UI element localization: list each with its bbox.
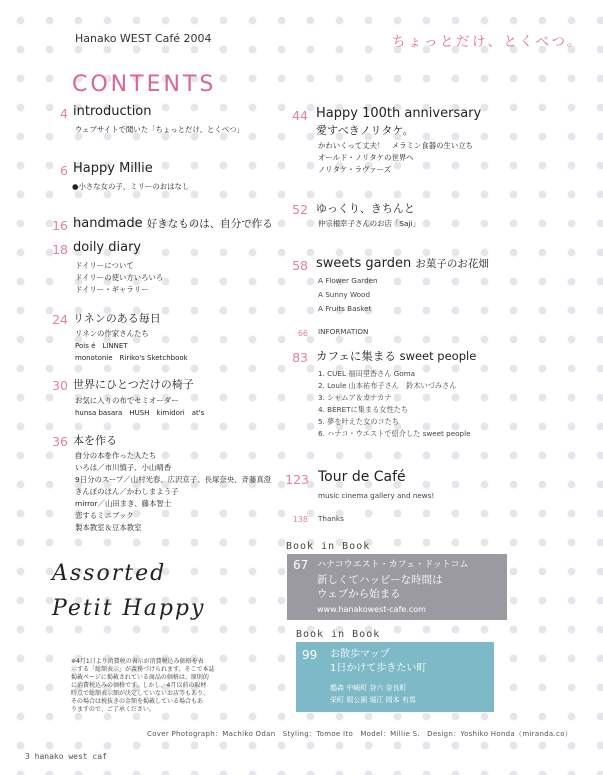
page-footer: 3 hanako west caf — [25, 752, 107, 761]
book-page-number: 67 — [293, 558, 309, 572]
note-line: ※4月1日より消費税の表示が消費税込み価格を表 — [71, 658, 204, 665]
entry-title[interactable]: 本を作る — [73, 434, 117, 447]
entry-subitems — [75, 124, 244, 136]
sub-item: A Fruits Basket — [318, 304, 372, 313]
book-line: ハナコウエスト・カフェ・ドットコム — [317, 560, 469, 570]
entry-subitems — [318, 368, 471, 440]
entry-title-en: handmade — [73, 216, 143, 231]
cover-credit: Cover Photograph：Machiko Odan Styling：Tomoe Ito Model：Millie S. Design：Yoshiko Honda（miranda.co） — [147, 730, 573, 738]
entry-title[interactable]: doily diary — [73, 240, 142, 255]
note-line: 掲載ページに掲載されている商品の価格は、原則的 — [71, 674, 209, 681]
entry-title[interactable]: カフェに集まる sweet people — [316, 349, 477, 363]
entry-subitems — [72, 181, 189, 193]
entry-title[interactable]: INFORMATION — [318, 327, 369, 336]
sub-item: 2. Loule 山本祐布子さん 鈴木いづみさん — [318, 381, 457, 390]
sub-item: Pois é LINNET — [75, 342, 128, 350]
sub-item: A Flower Garden — [318, 276, 378, 285]
page-number: 58 — [292, 258, 308, 273]
sub-item: かわいくって丈夫！ メラミン食器の生い立ち — [318, 141, 474, 150]
sub-item: 6. ハナコ・ウエストで紹介した sweet people — [318, 429, 471, 438]
entry-title[interactable]: 世界にひとつだけの椅子 — [73, 378, 194, 391]
note-line: 示する「総額表示」が義務づけられます。そこで本誌 — [71, 666, 215, 673]
tax-note — [71, 658, 215, 714]
page-number: 52 — [292, 202, 308, 217]
entry-title[interactable] — [316, 256, 489, 271]
entry-title[interactable]: リネンのある毎日 — [73, 312, 161, 325]
sub-item: リネンの作家さんたち — [75, 329, 149, 338]
sub-item: ドイリーの使い方いろいろ — [75, 273, 164, 282]
book-area: 鵲森 中崎町 谷六 奈良町 — [330, 684, 407, 692]
sub-item: A Sunny Wood — [318, 290, 371, 299]
sub-item: 3. シャムア＆カナカナ — [318, 393, 392, 402]
entry-title[interactable]: Thanks — [318, 514, 344, 523]
book-line: ウェブから始まる — [317, 588, 401, 600]
entry-title-jp: お菓子のお花畑 — [415, 258, 489, 270]
page-number: 138 — [292, 515, 308, 524]
page-number: 30 — [52, 378, 68, 393]
entry-subitems — [75, 328, 188, 364]
book-page-number: 99 — [302, 648, 318, 662]
sub-item: ドイリー・ギャラリー — [75, 285, 149, 294]
entry-title[interactable] — [73, 216, 273, 231]
entry-subitems — [75, 450, 271, 534]
sub-item: きんぽのほん／かわしまよう子 — [75, 487, 179, 496]
book-line: 1日かけて歩きたい町 — [330, 663, 427, 674]
entry-title[interactable]: Happy 100th anniversary — [316, 106, 482, 121]
entry-subitems — [318, 218, 420, 230]
entry-title-jp: 好きなものは、自分で作る — [146, 218, 273, 230]
entry-title[interactable]: Happy Millie — [73, 161, 153, 176]
contents-heading: CONTENTS — [72, 72, 217, 97]
book-line: 新しくてハッピーな時間は — [317, 574, 443, 586]
sub-item: 4. BÉRETに集まる女性たち — [318, 405, 409, 414]
page-number: 18 — [52, 242, 68, 257]
sub-item: 自分の本を作った人たち — [75, 451, 157, 460]
page-number: 4 — [60, 106, 68, 121]
entry-subitems — [318, 140, 473, 176]
entry-subitems — [318, 490, 434, 502]
sub-item: ●小さな女の子、ミリーのおはなし — [72, 182, 190, 191]
note-line: に消費税込みの価格です。しかし、4月以前の取材 — [71, 682, 207, 689]
book-in-book-map[interactable] — [296, 642, 494, 712]
sub-item: 仲宗根幸子さんのお店「Saji」 — [318, 219, 421, 228]
note-line: りますので、ご了承ください。 — [71, 706, 155, 713]
note-line: 時点で総額表示額が決定していないお店等もあり、 — [71, 690, 210, 697]
book-in-book-web[interactable] — [287, 554, 507, 620]
book-area: 栄町 堀公園 堀江 岡本 有馬 — [330, 696, 416, 704]
sub-item: 9日分のスープ／山村光春、広沢京子、長塚奈央、斉藤真澄 — [75, 475, 272, 484]
entry-subitems — [75, 395, 204, 419]
sub-item: 1. CUEL 福田里香さん Goma — [318, 369, 416, 378]
entry-title[interactable]: ゆっくり、きちんと — [316, 202, 415, 215]
sub-item: オールド・ノリタケの世界へ — [318, 153, 414, 162]
sub-item: ウェブサイトで聞いた「ちょっとだけ、とくべつ」 — [75, 125, 244, 134]
entry-title[interactable]: Tour de Café — [318, 469, 406, 485]
page-number: 6 — [60, 163, 68, 178]
page-number: 123 — [285, 472, 309, 487]
book-url[interactable]: www.hanakowest-cafe.com — [317, 605, 426, 614]
book-line: お散歩マップ — [330, 649, 390, 660]
page-number: 16 — [52, 218, 68, 233]
sub-item: monotonie Ririko's Sketchbook — [75, 354, 188, 362]
sub-item: hunsa basara HUSH kimidori at's — [75, 409, 205, 417]
page-number: 36 — [52, 434, 68, 449]
sub-item: ノリタケ・ラヴァーズ — [318, 165, 392, 174]
handwritten-assorted: Assorted — [52, 561, 167, 586]
page-number: 44 — [292, 108, 308, 123]
sub-item: いろは／市川慎子、小山晴香 — [75, 463, 172, 472]
sub-item: お気に入りの布でセミオーダー — [75, 396, 179, 405]
handwritten-petit-happy: Petit Happy — [52, 596, 206, 621]
sub-item: mirror／山田まき、藤本智士 — [75, 499, 172, 508]
entry-title-sub: 愛すべきノリタケ。 — [316, 124, 414, 137]
sub-item: 5. 夢を叶えた女のコたち — [318, 417, 400, 426]
book-in-book-label: Book in Book — [296, 629, 381, 640]
sub-item: ドイリーについて — [75, 261, 134, 270]
entry-title[interactable]: introduction — [73, 104, 152, 119]
sub-item: music cinema gallery and news! — [318, 491, 435, 500]
magazine-title: Hanako WEST Café 2004 — [75, 32, 212, 45]
entry-title-en: sweets garden — [316, 256, 412, 271]
slogan: ちょっとだけ、とくべつ。 — [392, 34, 583, 50]
book-in-book-label: Book in Book — [286, 541, 371, 552]
entry-subitems — [75, 260, 163, 296]
sub-item: 製本教室＆豆本教室 — [75, 523, 142, 532]
page-number: 66 — [297, 329, 308, 338]
page-number: 83 — [292, 350, 308, 365]
entry-subitems — [318, 275, 378, 317]
page-number: 24 — [52, 312, 68, 327]
sub-item: 恋するミニブック — [75, 511, 134, 520]
note-line: その場合は税抜きの金額を掲載している場合もあ — [71, 698, 204, 705]
